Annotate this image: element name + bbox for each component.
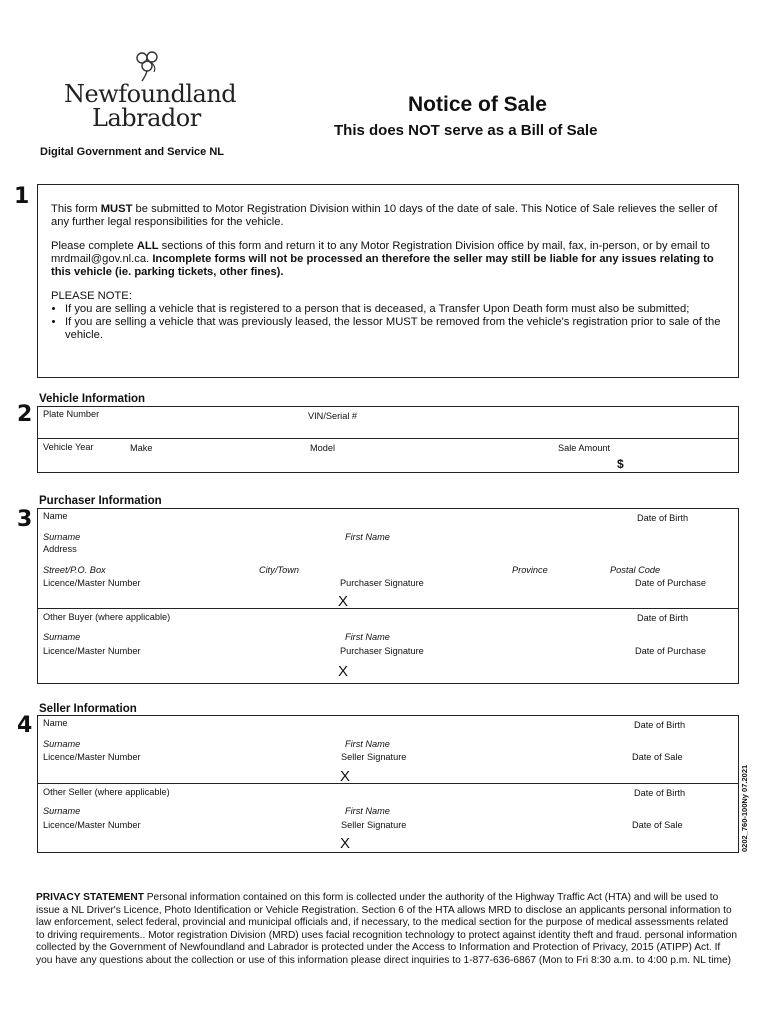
- purchaser-divider: [38, 608, 738, 609]
- date-of-sale-label: Date of Sale: [632, 752, 683, 762]
- other-buyer-date-purchase-label: Date of Purchase: [635, 646, 706, 656]
- logo-line2: Labrador: [92, 104, 201, 132]
- other-seller-dob-label: Date of Birth: [634, 788, 686, 798]
- purchaser-surname-label: Surname: [43, 532, 81, 542]
- purchaser-firstname-label: First Name: [345, 532, 390, 542]
- note-bullet-deceased: • If you are selling a vehicle that is registered to a person that is deceased, a Transfer Upon Death form must also be submitted;: [65, 303, 731, 316]
- purchaser-signature-x: X: [338, 593, 349, 610]
- section-number-3: 3: [17, 507, 33, 532]
- seller-licence-label: Licence/Master Number: [43, 752, 141, 762]
- plate-number-label: Plate Number: [43, 409, 100, 419]
- seller-signature-x: X: [340, 768, 351, 785]
- other-buyer-surname-label: Surname: [43, 632, 81, 642]
- date-of-purchase-label: Date of Purchase: [635, 578, 706, 588]
- para1-text: This form: [51, 203, 101, 215]
- seller-firstname-label: First Name: [345, 739, 390, 749]
- purchaser-signature-label: Purchaser Signature: [340, 578, 424, 588]
- purchaser-address-label: Address: [43, 544, 77, 554]
- other-seller-label: Other Seller (where applicable): [43, 787, 170, 797]
- province-label: Province: [512, 565, 548, 575]
- other-buyer-firstname-label: First Name: [345, 632, 390, 642]
- other-buyer-label: Other Buyer (where applicable): [43, 612, 171, 622]
- logo-line1: Newfoundland: [64, 80, 237, 108]
- para2-text-mid: sections of this form and return it to any Motor Registration Division office by mail, fax, in-person, or by email to mrdmail@gov.nl.ca.: [51, 240, 710, 265]
- city-label: City/Town: [259, 565, 299, 575]
- dollar-sign: $: [617, 457, 624, 471]
- other-seller-licence-label: Licence/Master Number: [43, 820, 141, 830]
- section-number-1: 1: [14, 184, 30, 209]
- note-heading: PLEASE NOTE:: [51, 290, 132, 302]
- purchaser-licence-label: Licence/Master Number: [43, 578, 141, 588]
- vehicle-info-box: [37, 406, 739, 473]
- other-buyer-signature-label: Purchaser Signature: [340, 646, 424, 656]
- purchaser-dob-label: Date of Birth: [637, 513, 689, 523]
- form-code: 0202_760-100Ny 07.2021: [740, 764, 749, 852]
- seller-info-heading: Seller Information: [39, 703, 137, 715]
- instructions-paragraph-1: [51, 203, 731, 229]
- seller-surname-label: Surname: [43, 739, 81, 749]
- vin-label: VIN/Serial #: [308, 411, 358, 421]
- section-number-4: 4: [17, 713, 33, 738]
- pitcher-plant-icon: [132, 50, 162, 82]
- instructions-box: [37, 184, 739, 378]
- section-number-2: 2: [17, 402, 33, 427]
- privacy-statement: [36, 892, 738, 968]
- other-seller-surname-label: Surname: [43, 806, 81, 816]
- privacy-heading: PRIVACY STATEMENT: [36, 892, 144, 903]
- postal-code-label: Postal Code: [610, 565, 661, 575]
- para2-text: Please complete: [51, 240, 137, 252]
- note-list: [51, 303, 731, 342]
- page-title: Notice of Sale: [408, 93, 547, 116]
- model-label: Model: [310, 443, 336, 453]
- seller-signature-label: Seller Signature: [341, 752, 407, 762]
- make-label: Make: [130, 443, 153, 453]
- please-note: [51, 290, 731, 342]
- seller-divider: [38, 783, 738, 784]
- street-label: Street/P.O. Box: [43, 565, 106, 575]
- purchaser-name-label: Name: [43, 511, 68, 521]
- other-seller-signature-label: Seller Signature: [341, 820, 407, 830]
- page-subtitle: This does NOT serve as a Bill of Sale: [334, 122, 598, 139]
- other-buyer-signature-x: X: [338, 663, 349, 680]
- vehicle-row-divider: [38, 438, 738, 439]
- privacy-text: Personal information contained on this form is collected under the authority of the Highway Traffic Act (HTA) and will be used to issue a NL Driver's Licence, Photo Identification or Vehicle Registration. Section 6 of the HTA allows MRD to disclose an applicants personal information to law enforcement, select federal, provincial and municipal officials and, if necessary, to the medical section for the purpose of medical assessments related to driving requirements.. Motor registration Division (MRD) uses facial recognition technology to protect against identity theft and fraud. personal information collected by the Government of Newfoundland and Labrador is protected under the Access to Information and Protection of Privacy, 2015 (ATIPP) Act. If you have any questions about the collection or use of this information please direct inquiries to 1-877-636-6867 (Mon to Fri 8:30 a.m. to 4:00 p.m. NL time): [36, 892, 738, 966]
- vehicle-info-heading: Vehicle Information: [39, 393, 146, 405]
- department-name: Digital Government and Service NL: [40, 146, 224, 158]
- para1-text-end: be submitted to Motor Registration Division within 10 days of the date of sale. This Notice of Sale relieves the seller of any further legal responsibilities for the vehicle.: [51, 203, 718, 228]
- para1-bold: MUST: [100, 203, 133, 215]
- other-buyer-licence-label: Licence/Master Number: [43, 646, 141, 656]
- seller-dob-label: Date of Birth: [634, 720, 686, 730]
- note-bullet-leased: • If you are selling a vehicle that was previously leased, the lessor MUST be removed from the vehicle's registration prior to sale of the vehicle.: [65, 316, 731, 342]
- sale-amount-label: Sale Amount: [558, 443, 611, 453]
- other-seller-date-sale-label: Date of Sale: [632, 820, 683, 830]
- instructions-paragraph-2: [51, 240, 731, 279]
- para2-bold: ALL: [136, 240, 159, 252]
- other-seller-signature-x: X: [340, 835, 351, 852]
- seller-info-box: [37, 715, 739, 853]
- purchaser-info-box: [37, 508, 739, 684]
- seller-name-label: Name: [43, 718, 68, 728]
- para2-bold-warning: Incomplete forms will not be processed an therefore the seller may still be liable for any issues relating to this vehicle (ie. parking tickets, other fines).: [51, 253, 714, 278]
- other-buyer-dob-label: Date of Birth: [637, 613, 689, 623]
- vehicle-year-label: Vehicle Year: [43, 442, 94, 452]
- other-seller-firstname-label: First Name: [345, 806, 390, 816]
- purchaser-info-heading: Purchaser Information: [39, 495, 162, 507]
